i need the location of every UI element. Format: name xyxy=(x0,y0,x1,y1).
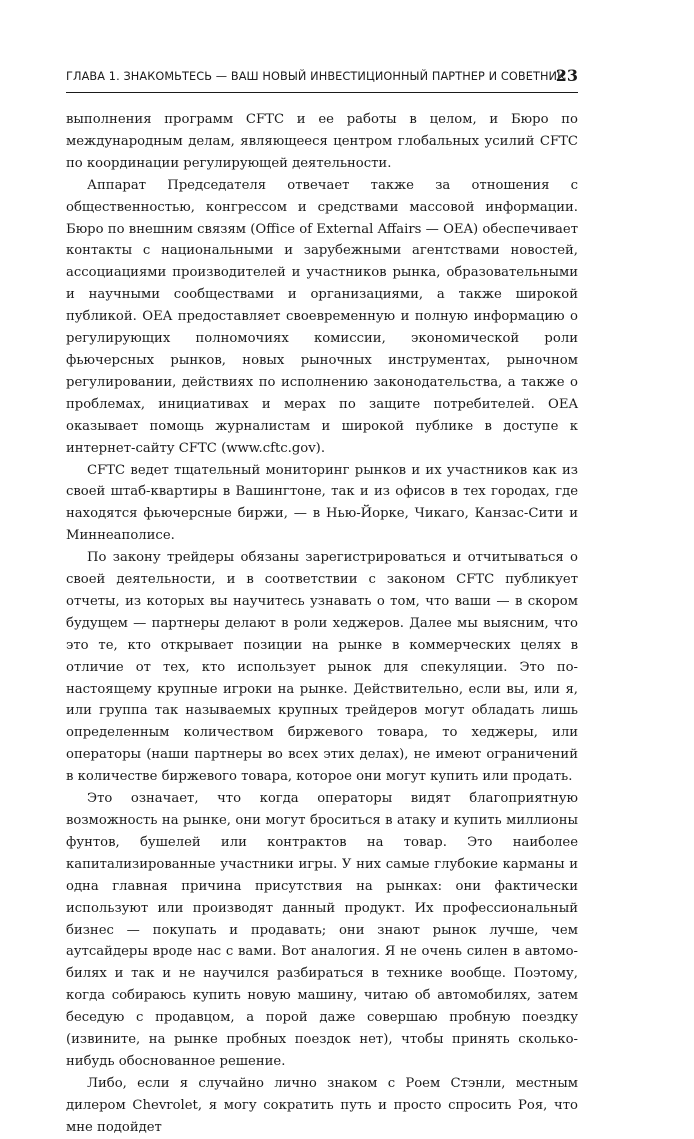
page-number: 23 xyxy=(555,66,578,85)
body-text xyxy=(66,109,578,1139)
paragraph: Это означает, что когда операторы видят благоприятную возможность на рынке, они могут броситься в атаку и купить миллионы фунтов, бушелей или контрактов на товар. Это наиболее капитализированные участники игры. У них самые глубокие карманы и одна главная причина присутствия на рынках: они фактически используют или производят данный продукт. Их профессиональный бизнес — покупать и продавать; они знают рынок лучше, чем аутсайдеры вроде нас с вами. Вот аналогия. Я не очень силен в автомобилях и так и не научился разбираться в технике вообще. Поэтому, когда собираюсь купить новую машину, читаю об автомобилях, затем беседую с продавцом, а порой даже совершаю пробную поездку (извините, на рынке пробных поездок нет), чтобы принять сколько-нибудь обоснованное решение. xyxy=(66,791,578,1069)
running-header xyxy=(66,68,578,92)
header-rule xyxy=(66,92,578,93)
paragraph: Аппарат Председателя отвечает также за отношения с общественностью, конгрессом и средствами массовой информации. Бюро по внешним связям (Office of External Affairs — OEA) обеспечивает контакты с национальными и зарубежными агентствами новостей, ассоциациями производителей и участников рынка, образовательными и научными сообществами и организациями, а также широкой публикой. OEA предоставляет своевременную и полную информацию о регулирующих полномочиях комиссии, экономической роли фьючерсных рынков, новых рыночных инструментах, рыночном регулировании, действиях по исполнению законодательства, а также о проблемах, инициативах и мерах по защите потребителей. OEA оказывает помощь журналистам и широкой публике в доступе к интернет-сайту CFTC (www.cftc.gov). xyxy=(66,177,578,456)
paragraph: CFTC ведет тщательный мониторинг рынков и их участников как из своей штаб-квартиры в Вашингтоне, так и из офисов в тех городах, где находятся фьючерсные биржи, — в Нью-Йорке, Чикаго, Канзас-Сити и Миннеаполисе. xyxy=(66,462,578,544)
paragraph: По закону трейдеры обязаны зарегистрироваться и отчитываться о своей деятельности, и в соответствии с законом CFTC публикует отчеты, из которых вы научитесь узнавать о том, что ваши — в скором будущем — партнеры делают в роли хеджеров. Далее мы выясним, что это те, кто открывает позиции на рынке в коммерческих целях в отличие от тех, кто использует рынок для спекуляции. Это по-настоящему крупные игроки на рынке. Действительно, если вы, или я, или группа так называемых крупных трейдеров могут обладать лишь определенным количеством биржевого товара, то хеджеры, или операторы (наши партнеры во всех этих делах), не имеют ограничений в количестве биржевого товара, которое они могут купить или продать. xyxy=(66,550,578,785)
paragraph: Либо, если я случайно лично знаком с Роем Стэнли, местным дилером Chevrolet, я могу сократить путь и просто спросить Роя, что мне подойдет xyxy=(66,1075,578,1135)
chapter-title: ГЛАВА 1. ЗНАКОМЬТЕСЬ — ВАШ НОВЫЙ ИНВЕСТИЦИОННЫЙ ПАРТНЕР И СОВЕТНИК xyxy=(66,70,566,83)
paragraph: выполнения программ CFTC и ее работы в целом, и Бюро по международным делам, являющееся центром глобальных усилий CFTC по координации регулирующей деятельности. xyxy=(66,112,578,171)
